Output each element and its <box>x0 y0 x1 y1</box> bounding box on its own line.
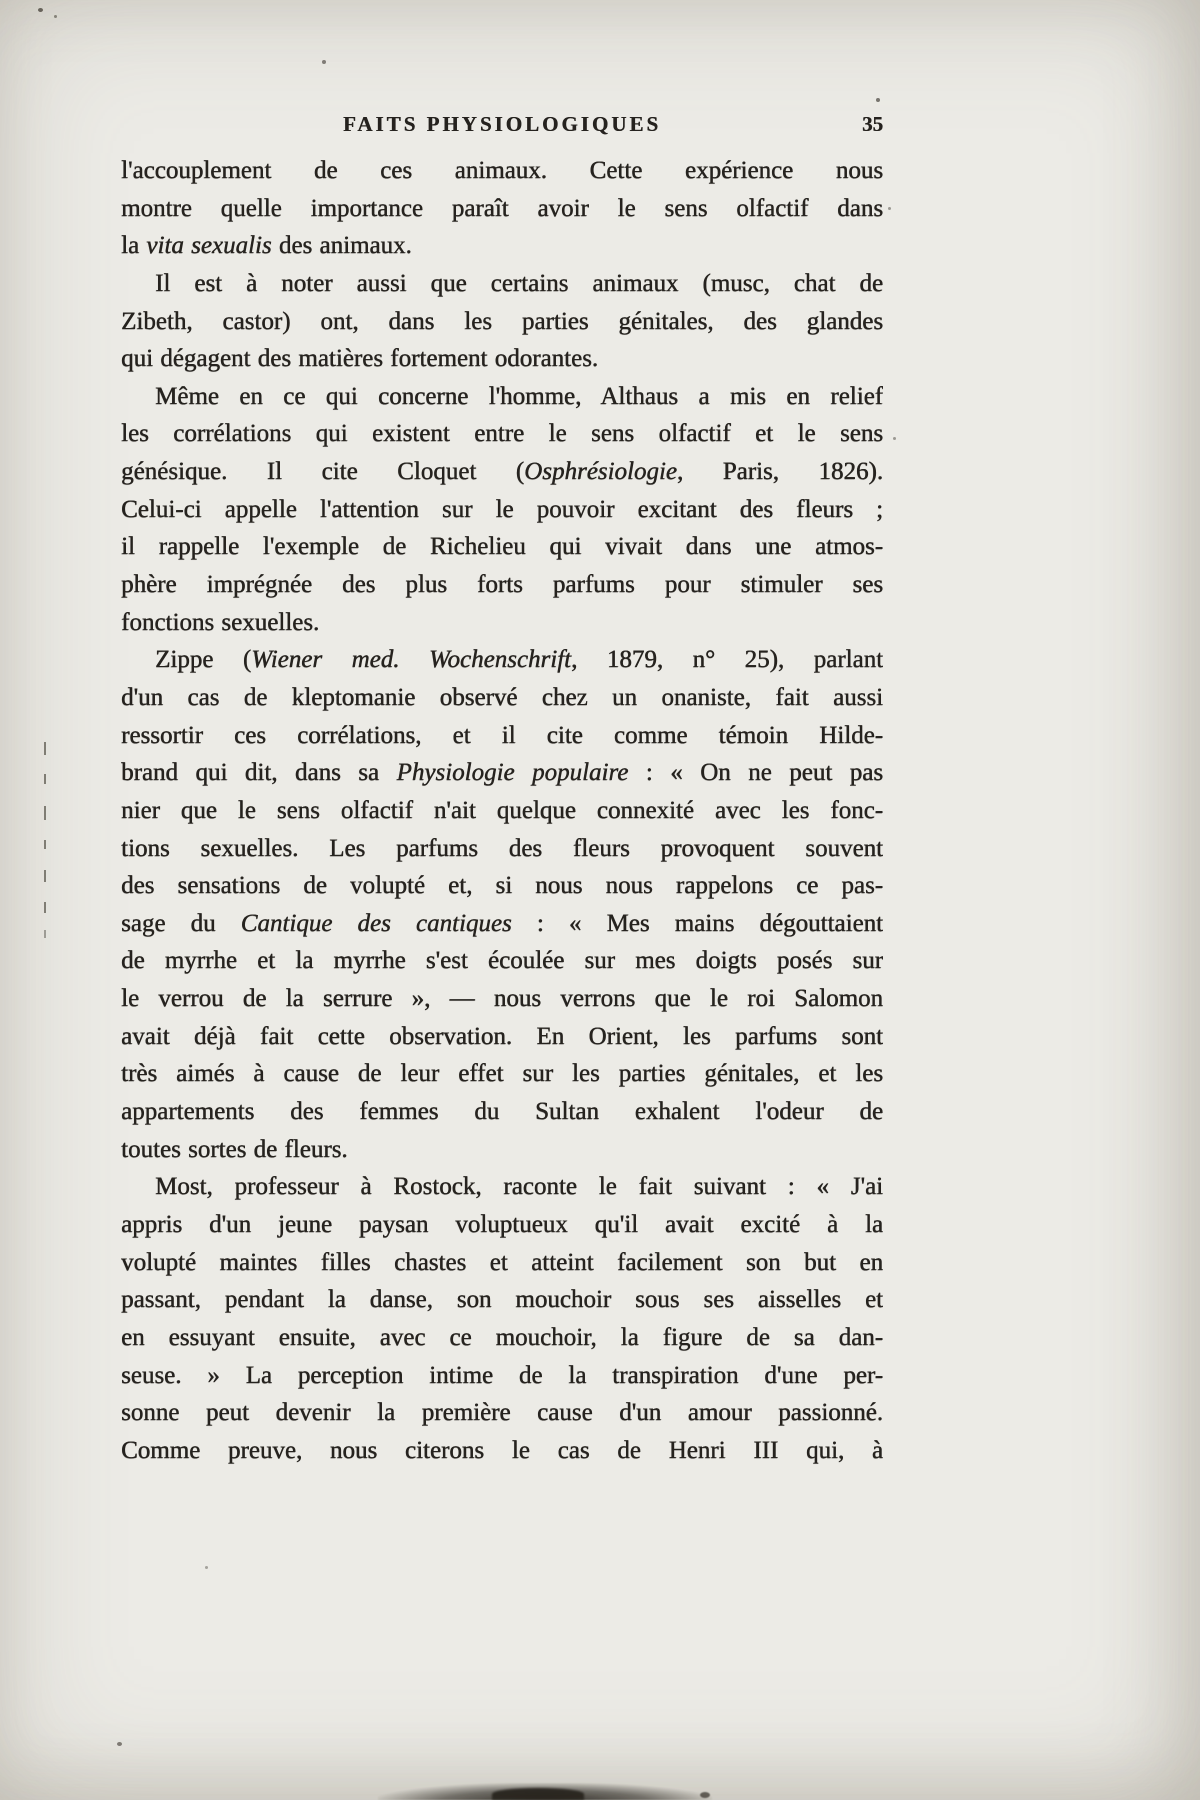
scan-speck <box>888 207 891 210</box>
text-run: appartements des femmes du Sultan exhalent l'odeur de <box>121 1098 883 1126</box>
text-run: volupté maintes filles chastes et atteint facilement son but en <box>121 1248 883 1276</box>
text-run: Il est à noter aussi que certains animaux (musc, chat de <box>155 269 883 297</box>
italic-text-run: Wiener med. Wochenschrift <box>251 646 571 674</box>
scan-speck <box>876 98 880 102</box>
text-run: : « Mes mains dégouttaient <box>511 909 883 937</box>
text-line <box>121 717 883 755</box>
page-text-block <box>121 152 883 1469</box>
text-line <box>121 303 883 341</box>
text-line <box>121 415 883 453</box>
text-line <box>121 830 883 868</box>
text-run: la <box>121 232 147 260</box>
text-run: fonctions sexuelles. <box>121 608 320 636</box>
text-line <box>121 1281 883 1319</box>
text-line <box>121 1319 883 1357</box>
text-run: qui dégagent des matières fortement odorantes. <box>121 345 599 373</box>
text-run: ressortir ces corrélations, et il cite comme témoin Hilde- <box>121 721 883 749</box>
text-line <box>121 190 883 228</box>
text-run: passant, pendant la danse, son mouchoir sous ses aisselles et <box>121 1286 883 1314</box>
text-line <box>121 679 883 717</box>
running-title: FAITS PHYSIOLOGIQUES <box>342 112 662 136</box>
text-line <box>121 1168 883 1206</box>
text-run: brand qui dit, dans sa <box>121 759 397 787</box>
text-line <box>121 792 883 830</box>
text-line <box>121 1206 883 1244</box>
text-run: tions sexuelles. Les parfums des fleurs provoquent souvent <box>121 834 883 862</box>
text-run: toutes sortes de fleurs. <box>121 1135 348 1163</box>
scan-dot <box>700 1792 710 1798</box>
text-run: sonne peut devenir la première cause d'un amour passionné. <box>121 1399 883 1427</box>
text-run: appris d'un jeune paysan voluptueux qu'il avait excité à la <box>121 1210 883 1238</box>
text-run: d'un cas de kleptomanie observé chez un onaniste, fait aussi <box>121 683 883 711</box>
text-lines <box>121 152 883 1469</box>
text-line <box>121 1357 883 1395</box>
scan-speck <box>54 15 57 18</box>
text-run: avait déjà fait cette observation. En Orient, les parfums sont <box>121 1022 883 1050</box>
scan-speck <box>117 1742 122 1746</box>
scan-speck <box>205 1566 208 1569</box>
text-line <box>121 340 883 378</box>
text-run: Même en ce qui concerne l'homme, Althaus a mis en relief <box>155 382 883 410</box>
text-run: Zibeth, castor) ont, dans les parties génitales, des glandes <box>121 307 883 335</box>
italic-text-run: Physiologie populaire <box>396 759 629 787</box>
text-run: très aimés à cause de leur effet sur les parties génitales, et les <box>121 1060 883 1088</box>
text-run: montre quelle importance paraît avoir le sens olfactif dans <box>121 194 883 222</box>
text-run: Most, professeur à Rostock, raconte le fait suivant : « J'ai <box>155 1173 883 1201</box>
page-header <box>121 112 883 142</box>
text-run: Celui-ci appelle l'attention sur le pouvoir excitant des fleurs ; <box>121 495 883 523</box>
scan-speck <box>893 437 896 440</box>
text-run: des sensations de volupté et, si nous nous rappelons ce pas- <box>121 872 883 900</box>
text-line <box>121 867 883 905</box>
text-run: l'accouplement de ces animaux. Cette expérience nous <box>121 157 883 184</box>
text-line <box>121 1093 883 1131</box>
text-line <box>121 1394 883 1432</box>
scan-speck <box>322 60 326 64</box>
text-run: phère imprégnée des plus forts parfums pour stimuler ses <box>121 571 883 599</box>
text-run: : « On ne peut pas <box>628 759 883 787</box>
text-line <box>121 1055 883 1093</box>
text-line <box>121 1432 883 1470</box>
text-line <box>121 378 883 416</box>
text-line <box>121 227 883 265</box>
text-run: il rappelle l'exemple de Richelieu qui vivait dans une atmos- <box>121 533 883 561</box>
text-line <box>121 453 883 491</box>
text-line <box>121 1131 883 1169</box>
text-line <box>121 491 883 529</box>
text-line <box>121 566 883 604</box>
text-line <box>121 1018 883 1056</box>
scan-speck <box>38 8 43 12</box>
text-run: seuse. » La perception intime de la transpiration d'une per- <box>121 1361 883 1389</box>
page-number: 35 <box>862 112 883 136</box>
italic-text-run: Cantique des cantiques <box>240 909 512 937</box>
text-line <box>121 1244 883 1282</box>
text-run: , Paris, 1826). <box>676 458 883 486</box>
text-run: sage du <box>121 909 241 937</box>
text-line <box>121 905 883 943</box>
italic-text-run: vita sexualis <box>146 232 272 260</box>
text-run: Zippe ( <box>155 646 252 674</box>
text-run: de myrrhe et la myrrhe s'est écoulée sur mes doigts posés sur <box>121 947 883 975</box>
margin-pen-marks <box>44 742 50 942</box>
text-line <box>121 152 883 190</box>
text-line <box>121 265 883 303</box>
text-run: , 1879, n° 25), parlant <box>571 646 883 674</box>
text-line <box>121 980 883 1018</box>
text-line <box>121 641 883 679</box>
text-line <box>121 528 883 566</box>
text-line <box>121 942 883 980</box>
text-run: Comme preuve, nous citerons le cas de Henri III qui, à <box>121 1436 883 1464</box>
text-run: en essuyant ensuite, avec ce mouchoir, la figure de sa dan- <box>121 1323 883 1351</box>
text-line <box>121 754 883 792</box>
text-run: nier que le sens olfactif n'ait quelque connexité avec les fonc- <box>121 796 883 824</box>
text-run: les corrélations qui existent entre le sens olfactif et le sens <box>121 420 883 448</box>
italic-text-run: Osphrésiologie <box>524 458 677 486</box>
text-run: des animaux. <box>271 232 412 260</box>
scan-smudge-core <box>492 1788 584 1800</box>
text-line <box>121 604 883 642</box>
text-run: génésique. Il cite Cloquet ( <box>121 458 525 486</box>
text-run: le verrou de la serrure », — nous verrons que le roi Salomon <box>121 985 883 1013</box>
